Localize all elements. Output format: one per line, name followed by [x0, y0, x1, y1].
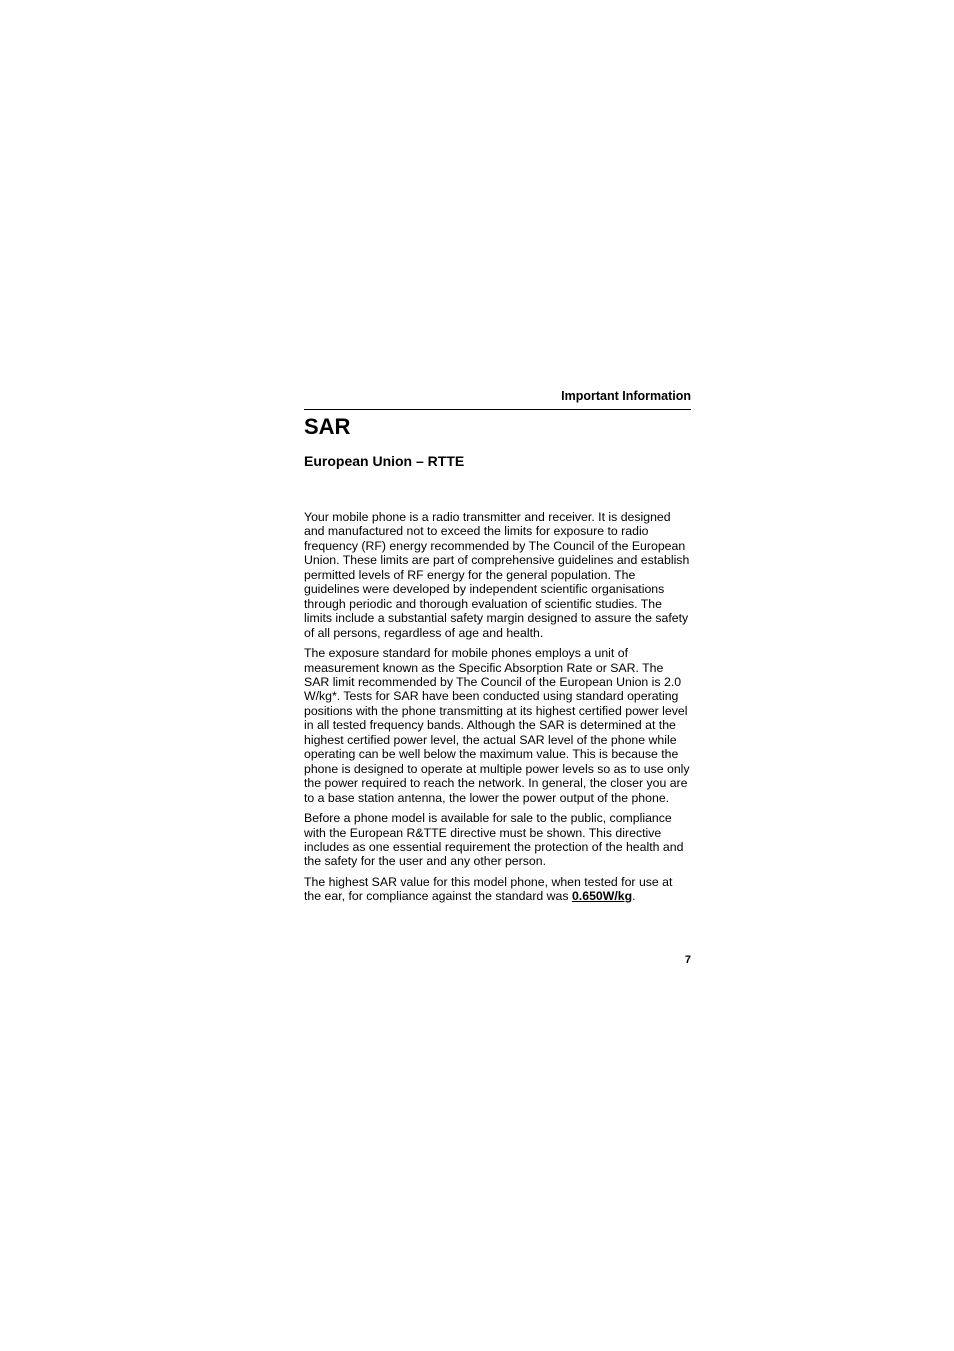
paragraph-highest-sar: [304, 875, 691, 904]
running-header: Important Information: [304, 388, 691, 410]
page-number: 7: [684, 954, 691, 966]
sar-value: 0.650W/kg: [571, 889, 633, 904]
highest-sar-suffix: .: [632, 889, 636, 904]
paragraph-compliance: Before a phone model is available for sale to the public, compliance with the European R&TTE directive must be shown. This directive includes as one essential requirement the protection of the health and the safety for the user and any other person.: [304, 811, 684, 869]
section-heading: European Union – RTTE: [304, 453, 465, 469]
body-text: [304, 510, 691, 904]
highest-sar-text: The highest SAR value for this model phone, when tested for use at the ear, for compliance against the standard was: [304, 874, 673, 904]
page-content: [304, 388, 691, 910]
paragraph-exposure-standard: The exposure standard for mobile phones employs a unit of measurement known as the Specific Absorption Rate or SAR. The SAR limit recommended by The Council of the European Union is 2.0 W/kg*. Tests for SAR have been conducted using standard operating positions with the phone transmitting at its highest certified power level in all tested frequency bands. Although the SAR is determined at the highest certified power level, the actual SAR level of the phone while operating can be well below the maximum value. This is because the phone is designed to operate at multiple power levels so as to use only the power required to reach the network. In general, the closer you are to a base station antenna, the lower the power output of the phone.: [304, 646, 690, 805]
paragraph-intro: Your mobile phone is a radio transmitter and receiver. It is designed and manufactured not to exceed the limits for exposure to radio frequency (RF) energy recommended by The Council of the European Union. These limits are part of comprehensive guidelines and establish permitted levels of RF energy for the general population. The guidelines were developed by independent scientific organisations through periodic and thorough evaluation of scientific studies. The limits include a substantial safety margin designed to assure the safety of all persons, regardless of age and health.: [304, 510, 690, 640]
page-title: SAR: [304, 414, 351, 439]
